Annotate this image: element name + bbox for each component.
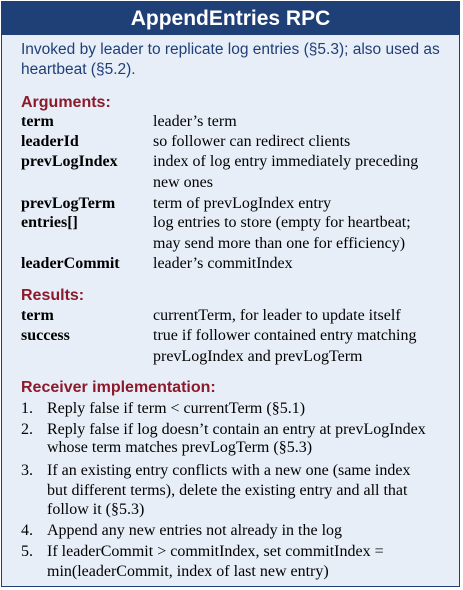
- argument-term: leaderCommit: [21, 255, 120, 272]
- argument-term: term: [21, 113, 54, 130]
- step-number: 1.: [21, 400, 33, 417]
- step-text: Append any new entries not already in the log: [47, 522, 343, 539]
- result-term: term: [21, 307, 54, 324]
- rpc-card: [1, 1, 460, 587]
- card-title: AppendEntries RPC: [2, 2, 459, 35]
- result-desc: true if follower contained entry matching: [153, 327, 417, 344]
- argument-desc-cont: may send more than one for efficiency): [153, 235, 406, 252]
- argument-desc: leader’s term: [153, 113, 237, 130]
- step-text: min(leaderCommit, index of last new entry): [47, 563, 329, 580]
- argument-desc: term of prevLogIndex entry: [153, 195, 332, 212]
- argument-desc: log entries to store (empty for heartbeat;: [153, 214, 411, 231]
- step-text: but different terms), delete the existing entry and all that: [47, 482, 408, 499]
- intro-line: heartbeat (§5.2).: [21, 61, 136, 78]
- argument-desc: so follower can redirect clients: [153, 133, 351, 150]
- argument-term: prevLogTerm: [21, 195, 116, 212]
- argument-term: entries[]: [21, 214, 78, 231]
- results-heading: Results:: [21, 287, 85, 304]
- argument-desc: index of log entry immediately preceding: [153, 153, 419, 170]
- receiver-heading: Receiver implementation:: [21, 379, 216, 396]
- step-text: Reply false if log doesn’t contain an entry at prevLogIndex: [47, 421, 426, 438]
- result-desc: currentTerm, for leader to update itself: [153, 307, 401, 324]
- argument-desc: leader’s commitIndex: [153, 255, 293, 272]
- step-number: 5.: [21, 543, 33, 560]
- step-text: whose term matches prevLogTerm (§5.3): [47, 439, 313, 456]
- result-desc-cont: prevLogIndex and prevLogTerm: [153, 348, 363, 365]
- step-text: If leaderCommit > commitIndex, set commitIndex =: [47, 543, 384, 560]
- step-number: 4.: [21, 522, 33, 539]
- step-text: follow it (§5.3): [47, 501, 145, 518]
- step-text: Reply false if term < currentTerm (§5.1): [47, 400, 306, 417]
- step-text: If an existing entry conflicts with a new one (same index: [47, 462, 411, 479]
- result-term: success: [21, 327, 70, 344]
- step-number: 2.: [21, 421, 33, 438]
- argument-term: prevLogIndex: [21, 153, 118, 170]
- argument-term: leaderId: [21, 133, 79, 150]
- argument-desc-cont: new ones: [153, 174, 213, 191]
- intro-text: [21, 40, 451, 80]
- intro-line: Invoked by leader to replicate log entries (§5.3); also used as: [21, 41, 440, 58]
- step-number: 3.: [21, 462, 33, 479]
- arguments-heading: Arguments:: [21, 94, 111, 111]
